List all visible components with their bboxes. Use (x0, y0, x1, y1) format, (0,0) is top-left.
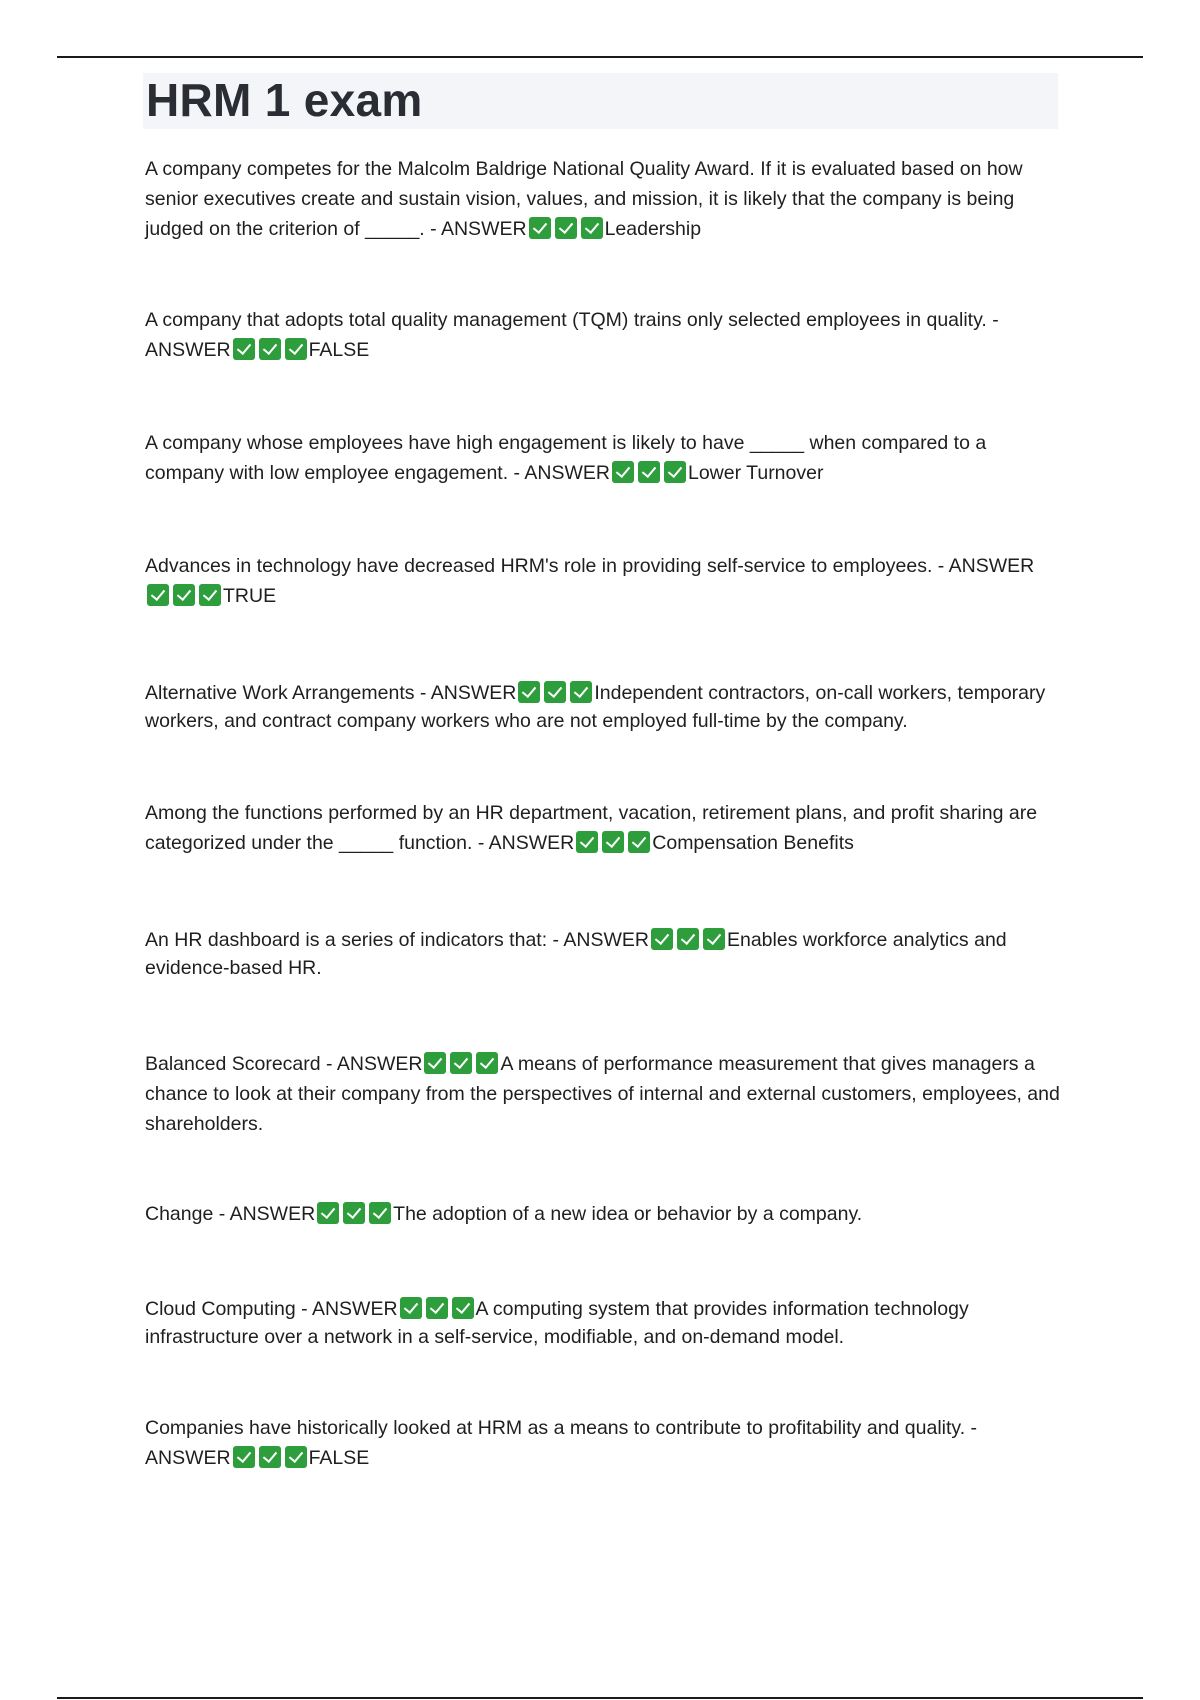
answer-marker: ANSWER (430, 682, 517, 704)
green-checkmark-icon (581, 217, 603, 239)
qa-item (145, 551, 1060, 611)
green-checkmark-icon (576, 831, 598, 853)
green-checkmark-icon (628, 831, 650, 853)
green-checkmark-icon (677, 928, 699, 950)
green-checkmark-icon (476, 1052, 498, 1074)
qa-item (145, 1413, 1060, 1473)
green-checkmark-icon (450, 1052, 472, 1074)
green-checkmark-icon (147, 584, 169, 606)
green-checkmark-icon (259, 1446, 281, 1468)
green-checkmark-icon (570, 681, 592, 703)
green-checkmark-icon (602, 831, 624, 853)
answer-marker: ANSWER (336, 1053, 423, 1075)
qa-item (145, 1199, 1060, 1229)
green-checkmark-icon (555, 217, 577, 239)
top-rule (57, 56, 1143, 58)
green-checkmark-icon (426, 1297, 448, 1319)
answer-text: TRUE (223, 585, 277, 607)
answer-marker: ANSWER (488, 832, 575, 854)
green-checkmark-icon (233, 1446, 255, 1468)
green-checkmark-icon (452, 1297, 474, 1319)
answer-marker: ANSWER (145, 339, 231, 361)
answer-marker: ANSWER (948, 555, 1035, 577)
answer-text: Independent contractors, on-call workers, temporary workers, and contract company workers who are not employed full-time by the company. (145, 682, 1046, 732)
answer-text: The adoption of a new idea or behavior by a company. (393, 1203, 863, 1225)
qa-item (145, 305, 1060, 365)
green-checkmark-icon (285, 1446, 307, 1468)
question-text: Among the functions performed by an HR department, vacation, retirement plans, and profit sharing are categorized under the _____ function. - (145, 802, 1038, 854)
question-text: Change - (145, 1203, 226, 1225)
green-checkmark-icon (424, 1052, 446, 1074)
document-title: HRM 1 exam (146, 74, 423, 126)
question-text: An HR dashboard is a series of indicators that: - (145, 929, 560, 951)
green-checkmark-icon (529, 217, 551, 239)
qa-item (145, 428, 1060, 488)
answer-text: A means of performance measurement that gives managers a chance to look at their company from the perspectives of internal and external customers, employees, and shareholders. (145, 1053, 1060, 1135)
qa-item (145, 1295, 1060, 1351)
answer-text: Enables workforce analytics and evidence-based HR. (145, 929, 1007, 979)
question-text: A company whose employees have high engagement is likely to have _____ when compared to a company with low employee engagement. - (145, 432, 987, 484)
question-text: Companies have historically looked at HRM as a means to contribute to profitability and quality. - (145, 1417, 978, 1439)
answer-text: A computing system that provides information technology infrastructure over a network in a self-service, modifiable, and on-demand model. (145, 1298, 969, 1348)
answer-marker: ANSWER (229, 1203, 316, 1225)
green-checkmark-icon (544, 681, 566, 703)
green-checkmark-icon (173, 584, 195, 606)
green-checkmark-icon (317, 1202, 339, 1224)
answer-marker: ANSWER (563, 929, 649, 951)
answer-marker: ANSWER (440, 218, 527, 240)
qa-item (145, 154, 1060, 244)
green-checkmark-icon (518, 681, 540, 703)
answer-text: FALSE (308, 339, 370, 361)
qa-item (145, 798, 1060, 858)
green-checkmark-icon (664, 461, 686, 483)
qa-item (145, 679, 1060, 735)
answer-text: Compensation Benefits (652, 832, 854, 854)
question-text: Cloud Computing - (145, 1298, 308, 1320)
green-checkmark-icon (612, 461, 634, 483)
answer-text: FALSE (308, 1447, 370, 1469)
green-checkmark-icon (233, 338, 255, 360)
answer-marker: ANSWER (311, 1298, 398, 1320)
question-text: A company that adopts total quality management (TQM) trains only selected employees in quality. - (145, 309, 999, 331)
answer-marker: ANSWER (524, 462, 610, 484)
question-text: Balanced Scorecard - (145, 1053, 333, 1075)
answer-text: Leadership (604, 218, 702, 240)
green-checkmark-icon (400, 1297, 422, 1319)
question-text: A company competes for the Malcolm Baldrige National Quality Award. If it is evaluated based on how senior executives create and sustain vision, values, and mission, it is likely that the company is being judged on the criterion of _____. - (145, 158, 1023, 240)
question-text: Advances in technology have decreased HRM's role in providing self-service to employees. - (145, 555, 945, 577)
bottom-rule (57, 1697, 1143, 1699)
green-checkmark-icon (343, 1202, 365, 1224)
green-checkmark-icon (369, 1202, 391, 1224)
green-checkmark-icon (285, 338, 307, 360)
answer-text: Lower Turnover (687, 462, 824, 484)
green-checkmark-icon (703, 928, 725, 950)
green-checkmark-icon (199, 584, 221, 606)
question-text: Alternative Work Arrangements - (145, 682, 427, 704)
answer-marker: ANSWER (145, 1447, 231, 1469)
qa-item (145, 1049, 1060, 1139)
green-checkmark-icon (651, 928, 673, 950)
qa-item (145, 926, 1060, 982)
green-checkmark-icon (259, 338, 281, 360)
green-checkmark-icon (638, 461, 660, 483)
